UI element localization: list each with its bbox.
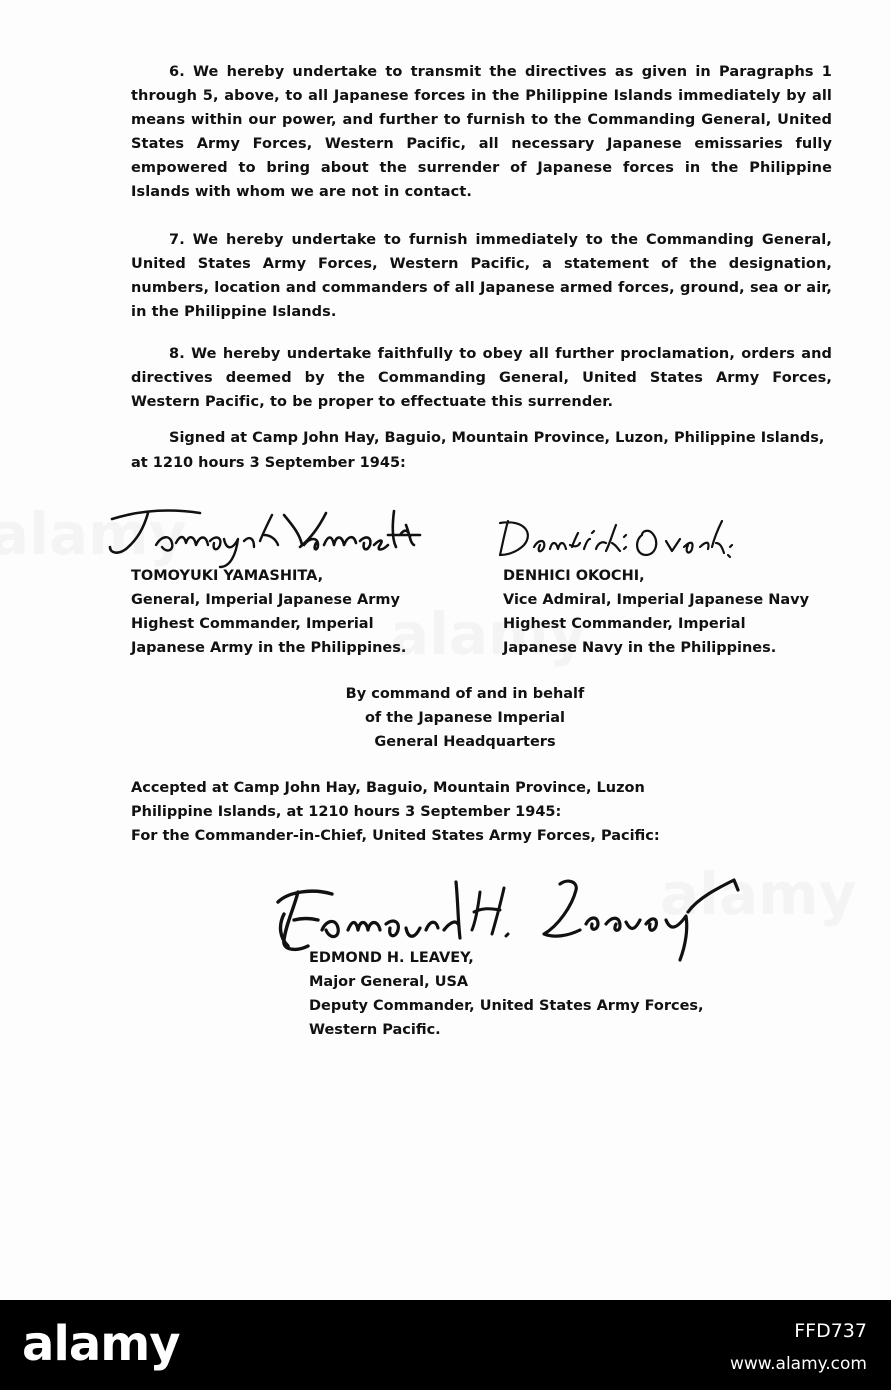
signatory-right-role-cont: Japanese Navy in the Philippines.	[503, 640, 777, 656]
paragraph-8: 8. We hereby undertake faithfully to obey all further proclamation, orders and directives deemed by the Commanding General, United States Army Forces, Western Pacific, to be proper to effectuate this surrender.	[131, 346, 832, 410]
accepted-line-3: For the Commander-in-Chief, United States Army Forces, Pacific:	[131, 828, 660, 844]
signatory-right-title: Vice Admiral, Imperial Japanese Navy	[503, 592, 810, 608]
command-line-3: General Headquarters	[374, 734, 556, 750]
yamashita-signature	[104, 505, 424, 573]
signatory-bottom-role: Deputy Commander, United States Army Forces,	[309, 998, 704, 1014]
command-line-1: By command of and in behalf	[345, 686, 585, 702]
signatory-bottom	[309, 946, 704, 1042]
command-line-2: of the Japanese Imperial	[364, 710, 566, 726]
signatory-left-role: Highest Commander, Imperial	[131, 616, 374, 632]
signatory-bottom-role-cont: Western Pacific.	[309, 1022, 441, 1038]
signatory-left-name: TOMOYUKI YAMASHITA,	[131, 568, 324, 584]
stock-footer-bar	[0, 1300, 891, 1390]
alamy-logo: alamy	[22, 1316, 180, 1372]
signatory-right-role: Highest Commander, Imperial	[503, 616, 746, 632]
accepted-line-1: Accepted at Camp John Hay, Baguio, Mountain Province, Luzon	[131, 780, 645, 796]
accepted-line-2: Philippine Islands, at 1210 hours 3 September 1945:	[131, 804, 562, 820]
paragraph-7: 7. We hereby undertake to furnish immediately to the Commanding General, United States Army Forces, Western Pacific, a statement of the designation, numbers, location and commanders of all Japanese armed forces, ground, sea or air, in the Philippine Islands.	[131, 232, 832, 320]
okochi-signature	[494, 513, 744, 565]
signed-line-1: Signed at Camp John Hay, Baguio, Mountain Province, Luzon, Philippine Islands,	[169, 430, 825, 446]
footer-url: www.alamy.com	[729, 1354, 867, 1374]
signatory-right-name: DENHICI OKOCHI,	[503, 568, 645, 584]
signatory-bottom-name: EDMOND H. LEAVEY,	[309, 950, 474, 966]
signatory-left-title: General, Imperial Japanese Army	[131, 592, 400, 608]
signatory-right	[503, 564, 809, 660]
signatory-bottom-rank: Major General, USA	[309, 974, 469, 990]
command-block	[300, 682, 630, 754]
image-id: FFD737	[794, 1320, 867, 1342]
paragraph-6: 6. We hereby undertake to transmit the directives as given in Paragraphs 1 through 5, above, to all Japanese forces in the Philippine Islands immediately by all means within our power, and further to furnish to the Commanding General, United States Army Forces, Western Pacific, all necessary Japanese emissaries fully empowered to bring about the surrender of Japanese forces in the Philippine Islands with whom we are not in contact.	[131, 64, 832, 200]
signatory-left-role-cont: Japanese Army in the Philippines.	[131, 640, 407, 656]
accepted-block	[131, 776, 660, 848]
signed-line-2: at 1210 hours 3 September 1945:	[131, 455, 406, 471]
signatory-left	[131, 564, 406, 660]
